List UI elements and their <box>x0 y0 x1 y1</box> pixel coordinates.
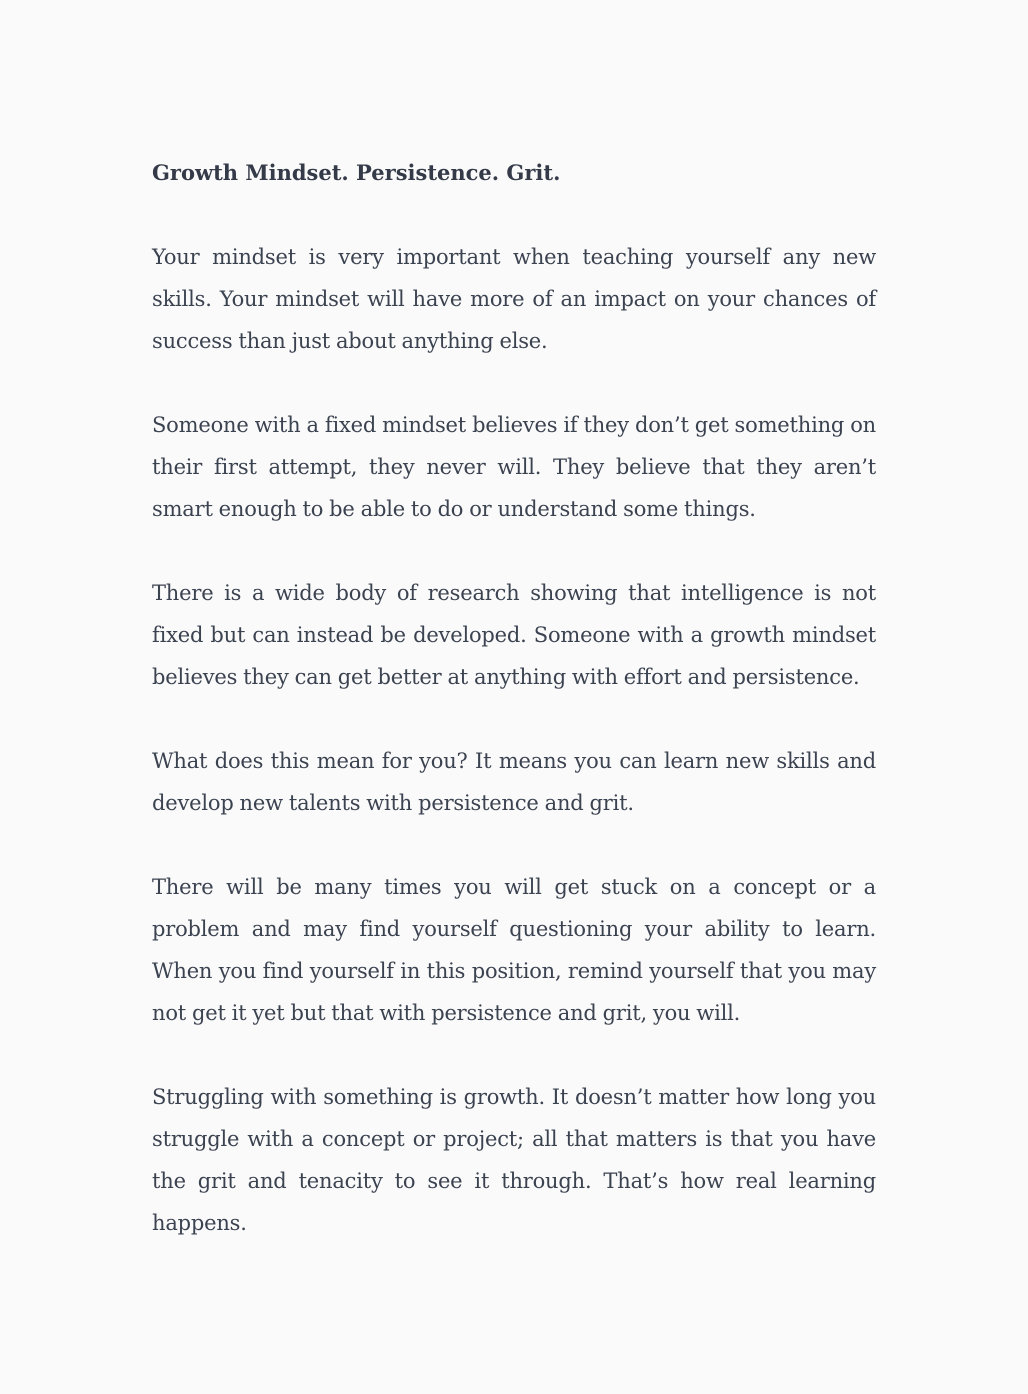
paragraph-struggling-is-growth: Struggling with something is growth. It doesn’t matter how long you struggle with a concept or project; all that matters is that you have the grit and tenacity to see it through. That’s how real learning happens. <box>152 1085 876 1235</box>
paragraph-growth-mindset-research: There is a wide body of research showing that intelligence is not fixed but can instead be developed. Someone with a growth mindset believes they can get better at anything with effort and persistence. <box>152 581 876 689</box>
paragraph-what-it-means: What does this mean for you? It means you can learn new skills and develop new talents with persistence and grit. <box>152 749 876 815</box>
paragraph-fixed-mindset: Someone with a fixed mindset believes if they don’t get something on their first attempt, they never will. They believe that they aren’t smart enough to be able to do or understand some things. <box>152 413 876 521</box>
document-body <box>152 152 876 1244</box>
section-heading: Growth Mindset. Persistence. Grit. <box>152 160 561 185</box>
paragraph-mindset-importance: Your mindset is very important when teaching yourself any new skills. Your mindset will have more of an impact on your chances of success than just about anything else. <box>152 245 876 353</box>
paragraph-getting-stuck: There will be many times you will get stuck on a concept or a problem and may find yourself questioning your ability to learn. When you find yourself in this position, remind yourself that you may not get it yet but that with persistence and grit, you will. <box>152 875 876 1025</box>
